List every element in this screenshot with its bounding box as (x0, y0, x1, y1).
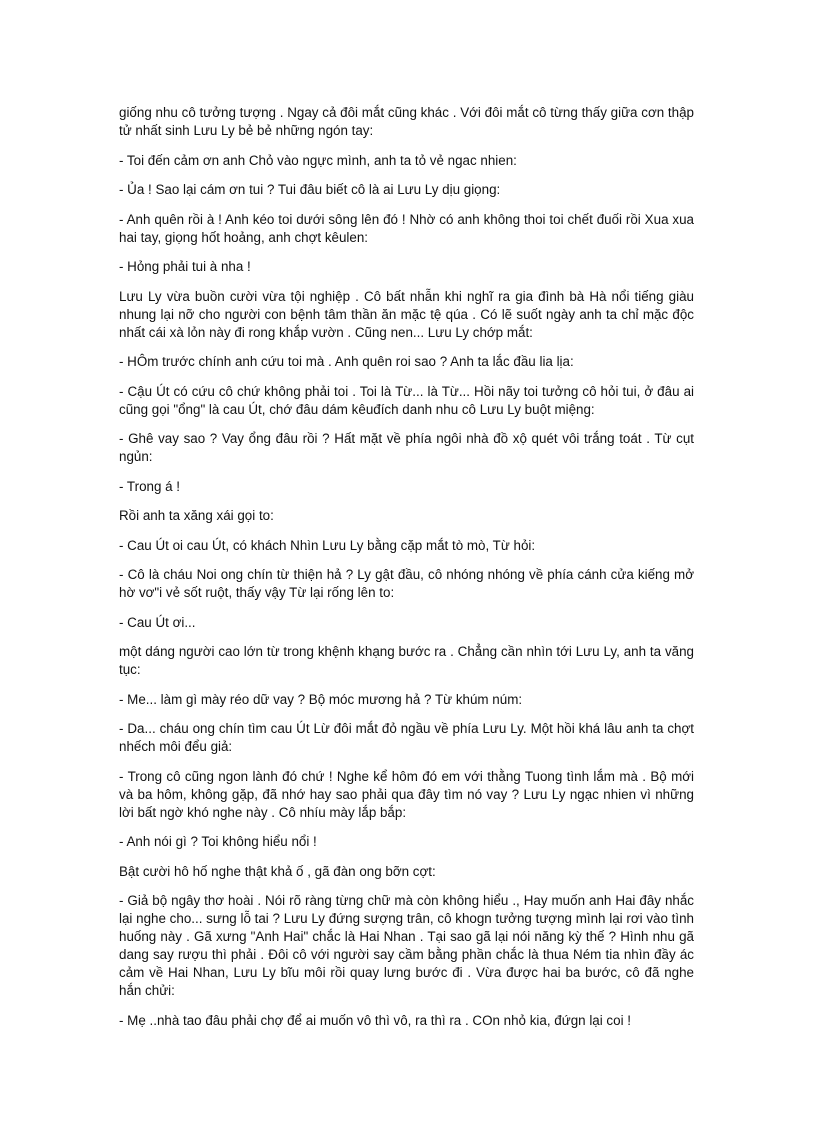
paragraph: - Ghê vay sao ? Vay ổng đâu rồi ? Hất mặt về phía ngôi nhà đồ xộ quét vôi trắng toát . Từ cụt ngủn: (119, 431, 694, 464)
paragraph: - Trong á ! (119, 478, 181, 494)
paragraph: một dáng người cao lớn từ trong khệnh khạng bước ra . Chẳng cần nhìn tới Lưu Ly, anh ta văng tục: (119, 644, 694, 677)
paragraph: giống nhu cô tưởng tượng . Ngay cả đôi mắt cũng khác . Với đôi mắt cô từng thấy giữa cơn thập tử nhất sinh Lưu Ly bẻ bẻ những ngón tay: (119, 105, 694, 138)
paragraph: - Me... làm gì mày réo dữ vay ? Bộ móc mương hả ? Từ khúm núm: (119, 691, 523, 707)
paragraph: - Mẹ ..nhà tao đâu phải chợ để ai muốn vô thì vô, ra thì ra . COn nhỏ kia, đứgn lại coi ! (119, 1012, 631, 1028)
paragraph: Lưu Ly vừa buồn cười vừa tội nghiệp . Cô bất nhẫn khi nghĩ ra gia đình bà Hà nổi tiếng giàu nhung lại nỡ cho người con bệnh tâm thần ăn mặc tệ qúa . Có lẽ suốt ngày anh ta chỉ mặc độc nhất cái xà lỏn này đi rong khắp vườn . Cũng nen... Lưu Ly chớp mắt: (119, 288, 694, 340)
paragraph: - Anh quên rồi à ! Anh kéo toi dưới sông lên đó ! Nhờ có anh không thoi toi chết đuối rồi Xua xua hai tay, giọng hốt hoảng, anh chợt kêulen: (119, 211, 694, 245)
paragraph: - Anh nói gì ? Toi không hiểu nổi ! (119, 834, 317, 849)
paragraph: Bật cười hô hố nghe thật khả ố , gã đàn ong bỡn cợt: (119, 863, 436, 879)
paragraph: - Giả bộ ngây thơ hoài . Nói rõ ràng từng chữ mà còn không hiểu ., Hay muốn anh Hai đây nhắc lại nghe cho... sưng lỗ tai ? Lưu Ly đứng sượng trân, cô khogn tưởng tượng mình lại rơi vào tình huống này . Gã xưng "Anh Hai" chắc là Hai Nhan . Tại sao gã lại nói năng kỳ thế ? Hình nhu gã dang say rượu thì phải . Đôi cô với người say cầm bằng phần chắc là thua Ném tia nhìn đầy ác cảm về Hai Nhan, Lưu Ly bĩu môi rồi quay lưng bước đi . Vừa được hai ba bước, cô đã nghe hắn chửi: (119, 893, 694, 998)
paragraph: - Cô là cháu Noi ong chín từ thiện hả ? Ly gật đầu, cô nhóng nhóng về phía cánh cửa kiếng mở hờ vơ"i vẻ sốt ruột, thấy vậy Từ lại rống lên to: (119, 567, 694, 600)
paragraph: - HÔm trước chính anh cứu toi mà . Anh quên roi sao ? Anh ta lắc đầu lia lịa: (119, 354, 574, 369)
paragraph: Rồi anh ta xăng xái gọi to: (119, 508, 274, 523)
paragraph: - Cau Út ơi... (119, 614, 196, 630)
paragraph: - Cau Út oi cau Út, có khách Nhìn Lưu Ly bằng cặp mắt tò mò, Từ hỏi: (119, 537, 536, 553)
paragraph: - Ủa ! Sao lại cám ơn tui ? Tui đâu biết cô là ai Lưu Ly dịu giọng: (119, 182, 501, 197)
paragraph: - Hỏng phải tui à nha ! (119, 259, 251, 274)
paragraph: - Cậu Út có cứu cô chứ không phải toi . Toi là Từ... là Từ... Hồi nãy toi tưởng cô hỏi tui, ở đâu ai cũng gọi "ổng" là cau Út, chớ đâu dám kêuđích danh nhu cô Lưu Ly buột miệng: (119, 383, 694, 417)
paragraph: - Trong cô cũng ngon lành đó chứ ! Nghe kể hôm đó em với thằng Tuong tình lắm mà . Bộ mới và ba hôm, không gặp, đã nhớ hay sao phải qua đây tìm nó vay ? Lưu Ly ngạc nhien vì những lời bất ngờ khó nghe này . Cô nhíu mày lắp bắp: (119, 768, 694, 820)
paragraph: - Toi đến cảm ơn anh Chỏ vào ngực mình, anh ta tỏ vẻ ngac nhien: (119, 152, 517, 168)
paragraph: - Da... cháu ong chín tìm cau Út Lừ đôi mắt đỏ ngầu về phía Lưu Ly. Một hồi khá lâu anh ta chợt nhếch môi đểu giả: (119, 721, 694, 754)
